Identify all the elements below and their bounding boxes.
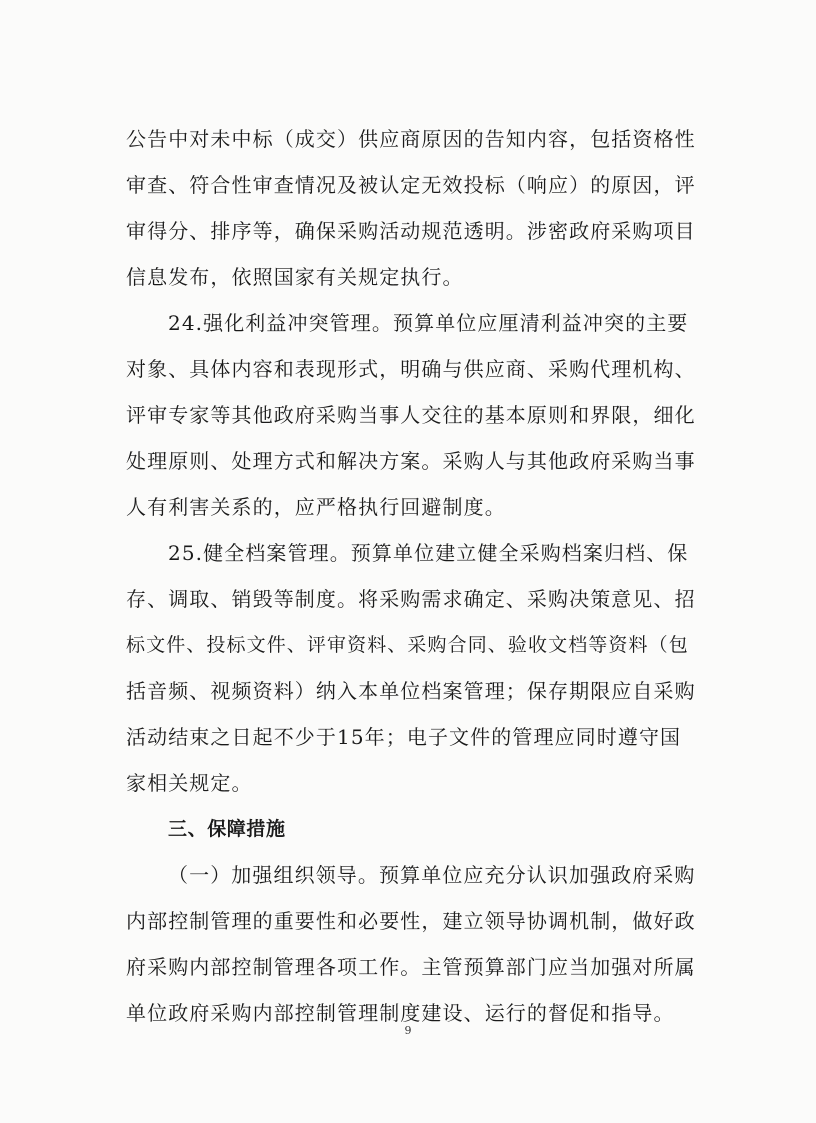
- paragraph-25-start: 25.健全档案管理。预算单位建立健全采购档案归档、保: [168, 541, 689, 565]
- body-text: [126, 116, 701, 1036]
- text-line: 审得分、排序等，确保采购活动规范透明。涉密政府采购项目: [126, 219, 696, 243]
- text-line: 单位政府采购内部控制管理制度建设、运行的督促和指导。: [126, 1001, 675, 1025]
- text-line: 家相关规定。: [126, 771, 253, 795]
- text-line: 活动结束之日起不少于15年；电子文件的管理应同时遵守国: [126, 725, 682, 749]
- text-line: 信息发布，依照国家有关规定执行。: [126, 265, 464, 289]
- text-line: 府采购内部控制管理各项工作。主管预算部门应当加强对所属: [126, 955, 696, 979]
- page-number: 9: [404, 1024, 412, 1037]
- section-heading: 三、保障措施: [168, 818, 286, 840]
- text-line: 内部控制管理的重要性和必要性，建立领导协调机制，做好政: [126, 909, 696, 933]
- subsection-1-start: （一）加强组织领导。预算单位应充分认识加强政府采购: [168, 863, 696, 887]
- text-line: 评审专家等其他政府采购当事人交往的基本原则和界限，细化: [126, 403, 696, 427]
- text-line: 处理原则、处理方式和解决方案。采购人与其他政府采购当事: [126, 449, 696, 473]
- text-line: 括音频、视频资料）纳入本单位档案管理；保存期限应自采购: [126, 679, 696, 703]
- text-line: 审查、符合性审查情况及被认定无效投标（响应）的原因，评: [126, 173, 696, 197]
- text-line: 存、调取、销毁等制度。将采购需求确定、采购决策意见、招: [126, 587, 696, 611]
- text-line: 标文件、投标文件、评审资料、采购合同、验收文档等资料（包: [126, 634, 689, 656]
- text-line: 人有利害关系的，应严格执行回避制度。: [126, 495, 506, 519]
- text-line: 对象、具体内容和表现形式，明确与供应商、采购代理机构、: [126, 357, 696, 381]
- text-line: 公告中对未中标（成交）供应商原因的告知内容，包括资格性: [126, 127, 696, 151]
- paragraph-24-start: 24.强化利益冲突管理。预算单位应厘清利益冲突的主要: [168, 311, 689, 335]
